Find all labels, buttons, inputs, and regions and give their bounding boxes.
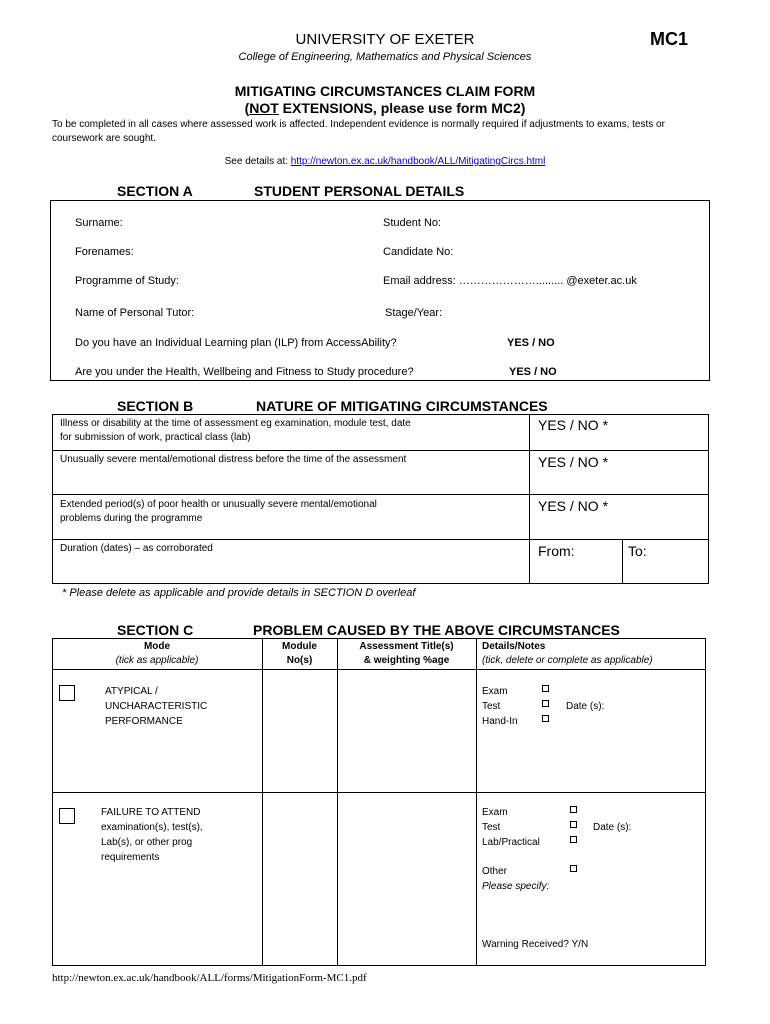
row2-test-checkbox[interactable] bbox=[570, 821, 577, 828]
col-mode-sub: (tick as applicable) bbox=[115, 655, 199, 666]
col-details-header: Details/Notes bbox=[482, 641, 546, 652]
atypical-label-2: UNCHARACTERISTIC bbox=[105, 701, 208, 712]
subtitle-not: NOT bbox=[249, 100, 279, 116]
illness-text-2: for submission of work, practical class (lab) bbox=[60, 432, 251, 443]
row1-exam-label: Exam bbox=[482, 686, 508, 697]
failure-label-1: FAILURE TO ATTEND bbox=[101, 807, 201, 818]
ilp-answer[interactable]: YES / NO bbox=[507, 337, 555, 349]
section-b-dates-divider bbox=[622, 539, 623, 584]
from-date-field[interactable]: From: bbox=[538, 543, 575, 559]
section-c-label: SECTION C bbox=[117, 622, 194, 638]
subtitle-open: ( bbox=[244, 100, 250, 116]
row1-date-field[interactable]: Date (s): bbox=[566, 701, 605, 712]
section-b-note: * Please delete as applicable and provide details in SECTION D overleaf bbox=[62, 587, 416, 599]
section-c-col-divider bbox=[476, 638, 477, 966]
footer-url: http://newton.ex.ac.uk/handbook/ALL/forms/MitigationForm-MC1.pdf bbox=[52, 972, 367, 984]
section-b-row-divider bbox=[52, 539, 709, 540]
section-c-header-divider bbox=[52, 669, 706, 670]
row2-lab-checkbox[interactable] bbox=[570, 836, 577, 843]
details-label: See details at: bbox=[224, 156, 291, 167]
row2-exam-label: Exam bbox=[482, 807, 508, 818]
intro-text: To be completed in all cases where assessed work is affected. Independent evidence is normally required if adjustments to exams, tests or coursework are sought. bbox=[52, 119, 665, 144]
row2-lab-label: Lab/Practical bbox=[482, 837, 540, 848]
form-title: MITIGATING CIRCUMSTANCES CLAIM FORM bbox=[234, 83, 536, 99]
college-name: College of Engineering, Mathematics and Physical Sciences bbox=[238, 51, 532, 63]
subtitle-rest: EXTENSIONS, please use form MC2) bbox=[278, 100, 526, 116]
row2-other-checkbox[interactable] bbox=[570, 865, 577, 872]
stage-field[interactable]: Stage/Year: bbox=[385, 307, 443, 319]
row2-test-label: Test bbox=[482, 822, 501, 833]
details-line bbox=[0, 156, 770, 167]
tutor-field[interactable]: Name of Personal Tutor: bbox=[75, 307, 195, 319]
row1-test-label: Test bbox=[482, 701, 501, 712]
surname-field[interactable]: Surname: bbox=[75, 217, 123, 229]
section-c-col-divider bbox=[262, 638, 263, 966]
email-field[interactable]: Email address: …………………......... @exeter.ac.uk bbox=[383, 275, 637, 287]
section-a-title: STUDENT PERSONAL DETAILS bbox=[254, 183, 465, 199]
col-module-sub: No(s) bbox=[286, 655, 313, 666]
form-subtitle bbox=[0, 100, 770, 116]
section-b-col-divider bbox=[529, 414, 530, 584]
health-question: Are you under the Health, Wellbeing and Fitness to Study procedure? bbox=[75, 366, 414, 378]
section-c-row-divider bbox=[52, 792, 706, 793]
row1-handin-checkbox[interactable] bbox=[542, 715, 549, 722]
section-b-title: NATURE OF MITIGATING CIRCUMSTANCES bbox=[256, 398, 548, 414]
col-assessment-sub: & weighting %age bbox=[363, 655, 450, 666]
section-c-col-divider bbox=[337, 638, 338, 966]
ilp-question: Do you have an Individual Learning plan (ILP) from AccessAbility? bbox=[75, 337, 397, 349]
university-name: UNIVERSITY OF EXETER bbox=[295, 31, 475, 48]
atypical-label-3: PERFORMANCE bbox=[105, 716, 183, 727]
failure-checkbox[interactable] bbox=[59, 808, 75, 824]
section-a-label: SECTION A bbox=[117, 183, 193, 199]
section-c-title: PROBLEM CAUSED BY THE ABOVE CIRCUMSTANCES bbox=[253, 622, 620, 638]
programme-field[interactable]: Programme of Study: bbox=[75, 275, 179, 287]
col-details-sub: (tick, delete or complete as applicable) bbox=[482, 655, 653, 666]
section-b-row-divider bbox=[52, 494, 709, 495]
failure-label-4: requirements bbox=[101, 852, 160, 863]
student-no-field[interactable]: Student No: bbox=[383, 217, 442, 229]
failure-label-2: examination(s), test(s), bbox=[101, 822, 203, 833]
poor-health-text-1: Extended period(s) of poor health or unusually severe mental/emotional bbox=[60, 499, 377, 510]
col-module-header: Module bbox=[282, 641, 317, 652]
poor-health-text-2: problems during the programme bbox=[60, 513, 203, 524]
health-answer[interactable]: YES / NO bbox=[509, 366, 557, 378]
illness-text-1: Illness or disability at the time of assessment eg examination, module test, date bbox=[60, 418, 411, 429]
failure-label-3: Lab(s), or other prog bbox=[101, 837, 193, 848]
atypical-label-1: ATYPICAL / bbox=[105, 686, 158, 697]
distress-answer[interactable]: YES / NO * bbox=[538, 454, 609, 470]
section-b-label: SECTION B bbox=[117, 398, 194, 414]
row2-specify-field[interactable]: Please specify: bbox=[482, 881, 550, 892]
forenames-field[interactable]: Forenames: bbox=[75, 246, 134, 258]
duration-text: Duration (dates) – as corroborated bbox=[60, 543, 213, 554]
candidate-no-field[interactable]: Candidate No: bbox=[383, 246, 454, 258]
form-code: MC1 bbox=[650, 29, 689, 49]
section-b-row-divider bbox=[52, 450, 709, 451]
row2-other-label: Other bbox=[482, 866, 508, 877]
row1-exam-checkbox[interactable] bbox=[542, 685, 549, 692]
atypical-checkbox[interactable] bbox=[59, 685, 75, 701]
distress-text: Unusually severe mental/emotional distress before the time of the assessment bbox=[60, 454, 407, 465]
row2-exam-checkbox[interactable] bbox=[570, 806, 577, 813]
col-assessment-header: Assessment Title(s) bbox=[359, 641, 454, 652]
details-link[interactable]: http://newton.ex.ac.uk/handbook/ALL/MitigatingCircs.html bbox=[290, 156, 546, 167]
row1-test-checkbox[interactable] bbox=[542, 700, 549, 707]
row2-date-field[interactable]: Date (s): bbox=[593, 822, 632, 833]
to-date-field[interactable]: To: bbox=[628, 543, 647, 559]
poor-health-answer[interactable]: YES / NO * bbox=[538, 498, 609, 514]
section-a-box bbox=[50, 200, 710, 381]
illness-answer[interactable]: YES / NO * bbox=[538, 417, 609, 433]
col-mode-header: Mode bbox=[143, 641, 171, 652]
row1-handin-label: Hand-In bbox=[482, 716, 518, 727]
row2-warning-field[interactable]: Warning Received? Y/N bbox=[482, 939, 589, 950]
